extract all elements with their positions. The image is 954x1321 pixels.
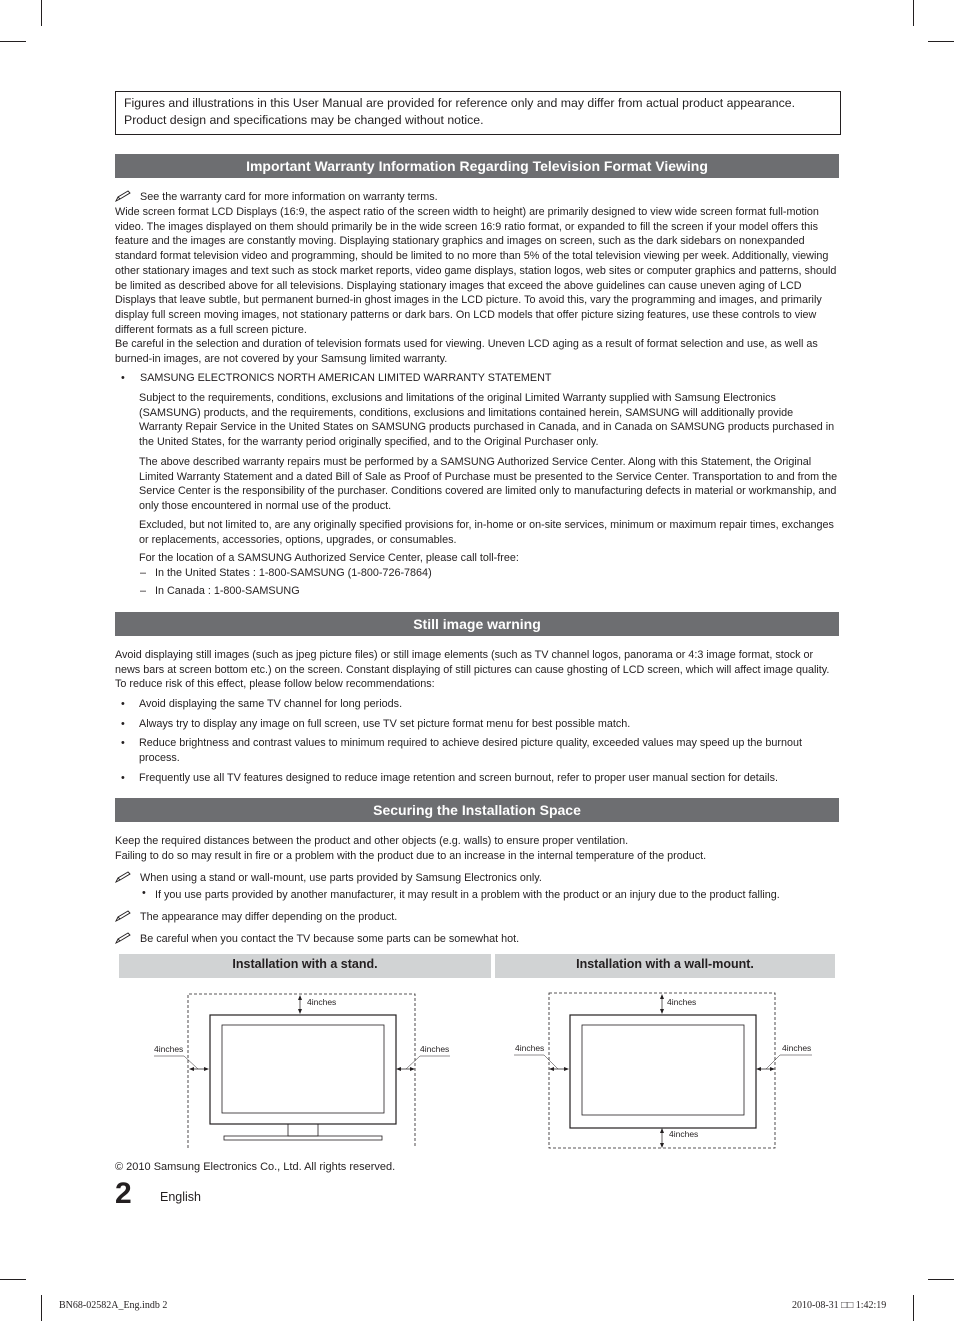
dash-marker: –	[140, 567, 147, 579]
page-number: 2	[115, 1177, 132, 1210]
warranty-statement-paragraph: Subject to the requirements, conditions, exclusions and limitations of the original Limited Warranty supplied with Samsung Electronics (SAMSUNG) products, and the requirements, conditions, exclusions and limitations contained herein, SAMSUNG will additionally provide Warranty Repair Service in the United States on SAMSUNG products purchased in Canada, and in Canada on SAMSUNG products purchased in the United States, for the warranty period originally specified, and to the Original Purchaser only.	[139, 392, 835, 449]
bullet-dot: •	[121, 718, 125, 730]
section-header-installation-space: Securing the Installation Space	[115, 798, 839, 822]
column-header-stand: Installation with a stand.	[119, 954, 491, 978]
stand-installation-diagram	[150, 988, 460, 1154]
crop-mark	[928, 1279, 954, 1280]
crop-mark	[913, 1295, 914, 1321]
clearance-label-left: 4inches	[515, 1043, 545, 1053]
bullet-dot: •	[121, 372, 125, 384]
crop-mark	[928, 41, 954, 42]
warranty-statement-paragraph: The above described warranty repairs must be performed by a SAMSUNG Authorized Service Center. Along with this Statement, the Original Limited Warranty Statement and a dated Bill of Sale as Proof of Purchase must be presented to the Service Center. Transportation to and from the Service Center is the responsibility of the purchaser. Conditions covered are limited only to manufacturing defects in material or workmanship, and only those encountered in normal use of the product.	[139, 456, 838, 513]
installation-note: Be careful when you contact the TV because some parts can be somewhat hot.	[140, 933, 520, 945]
phone-canada: In Canada : 1-800-SAMSUNG	[155, 585, 300, 597]
product-notice-box	[115, 91, 841, 135]
warranty-paragraph: Be careful in the selection and duration of television formats used for viewing. Uneven LCD aging as a result of format selection and use, as well as burned-in images, are not covered by your Samsung limited warranty.	[115, 338, 818, 366]
notice-line: Figures and illustrations in this User Manual are provided for reference only and may differ from actual product appearance.	[124, 96, 795, 110]
bullet-dot: •	[121, 737, 125, 749]
clearance-label-top: 4inches	[667, 997, 697, 1007]
installation-note: When using a stand or wall-mount, use parts provided by Samsung Electronics only.	[140, 872, 542, 884]
bullet-dot: •	[142, 887, 146, 899]
bullet-dot: •	[121, 698, 125, 710]
installation-note: The appearance may differ depending on the product.	[140, 911, 398, 923]
still-bullet: Always try to display any image on full screen, use TV set picture format menu for best possible match.	[139, 718, 631, 730]
warranty-note: See the warranty card for more information on warranty terms.	[140, 191, 438, 203]
clearance-label-top: 4inches	[307, 997, 337, 1007]
installation-line: Failing to do so may result in fire or a problem with the product due to an increase in the internal temperature of the product.	[115, 850, 707, 862]
clearance-label-right: 4inches	[782, 1043, 812, 1053]
crop-mark	[913, 0, 914, 26]
clearance-label-right: 4inches	[420, 1044, 450, 1054]
note-pencil-icon	[115, 190, 133, 202]
bullet-dot: •	[121, 772, 125, 784]
installation-line: Keep the required distances between the product and other objects (e.g. walls) to ensure proper ventilation.	[115, 835, 629, 847]
note-pencil-icon	[115, 910, 133, 922]
section-header-still-image: Still image warning	[115, 612, 839, 636]
warranty-statement-paragraph: For the location of a SAMSUNG Authorized Service Center, please call toll-free:	[139, 552, 519, 564]
crop-mark	[41, 1295, 42, 1321]
still-bullet: Reduce brightness and contrast values to minimum required to achieve desired picture quality, exceeded values may speed up the burnout process.	[139, 737, 802, 764]
note-pencil-icon	[115, 932, 133, 944]
note-pencil-icon	[115, 871, 133, 883]
still-image-paragraph: Avoid displaying still images (such as jpeg picture files) or still image elements (such as TV channel logos, panorama or 4:3 image format, stock or news bars at screen bottom etc.) on the screen. Constant displaying of still pictures can cause ghosting of LCD screen, which will affect image quality. To reduce risk of this effect, please follow below recommendations:	[115, 649, 830, 691]
installation-note-sub: If you use parts provided by another manufacturer, it may result in a problem with the product or an injury due to the product falling.	[155, 889, 780, 901]
clearance-label-left: 4inches	[154, 1044, 184, 1054]
still-bullet: Frequently use all TV features designed to reduce image retention and screen burnout, refer to proper user manual section for details.	[139, 772, 778, 784]
dash-marker: –	[140, 585, 147, 597]
crop-mark	[0, 41, 26, 42]
crop-mark	[41, 0, 42, 26]
print-file-name: BN68-02582A_Eng.indb 2	[59, 1300, 168, 1311]
warranty-statement-paragraph: Excluded, but not limited to, are any originally specified provisions for, in-home or on-site services, minimum or maximum repair times, exchanges or replacements, accessories, options, upgrades, or consumables.	[139, 519, 834, 546]
column-header-wall-mount: Installation with a wall-mount.	[495, 954, 835, 978]
page-language: English	[160, 1190, 201, 1204]
print-timestamp: 2010-08-31 □□ 1:42:19	[792, 1300, 887, 1311]
phone-us: In the United States : 1-800-SAMSUNG (1-800-726-7864)	[155, 567, 432, 579]
copyright-text: © 2010 Samsung Electronics Co., Ltd. All rights reserved.	[115, 1161, 396, 1173]
crop-mark	[0, 1279, 26, 1280]
still-bullet: Avoid displaying the same TV channel for long periods.	[139, 698, 403, 710]
notice-line: Product design and specifications may be changed without notice.	[124, 113, 484, 127]
clearance-label-bottom: 4inches	[669, 1129, 699, 1139]
warranty-bullet: SAMSUNG ELECTRONICS NORTH AMERICAN LIMITED WARRANTY STATEMENT	[140, 372, 552, 384]
warranty-paragraph: Wide screen format LCD Displays (16:9, the aspect ratio of the screen width to height) are primarily designed to view wide screen format full-motion video. The images displayed on them should primarily be in the wide screen 16:9 ratio format, or expanded to fill the screen if your model offers this feature and the images are constantly moving. Displaying stationary graphics and images on screen, such as the dark sidebars on nonexpanded standard format television video and programming, should be limited to no more than 5% of the total television viewing per week. Additionally, viewing other stationary images and text such as stock market reports, video game displays, station logos, web sites or computer graphics and patterns, should be limited as described above for all televisions. Displaying stationary images that exceed the above guidelines can cause uneven aging of LCD Displays that leave subtle, but permanent burned-in ghost images in the LCD picture. To avoid this, vary the programming and images, and primarily display full screen moving images, not stationary patterns or dark bars. On LCD models that offer picture sizing features, use these controls to view different formats as a full screen picture.	[115, 206, 837, 336]
warranty-body	[115, 205, 839, 367]
section-header-warranty: Important Warranty Information Regarding Television Format Viewing	[115, 154, 839, 178]
wall-mount-installation-diagram	[510, 988, 820, 1154]
